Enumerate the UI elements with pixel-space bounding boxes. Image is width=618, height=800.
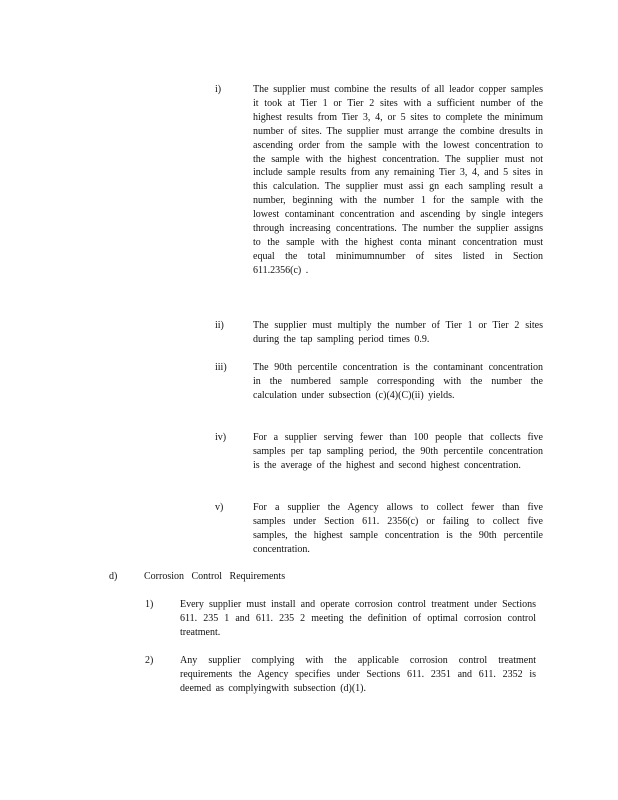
- item-text: For a supplier the Agency allows to collect fewer than five samples under Section 611. 2356(c) or failing to collect five samples, the highest sample concentration is the 90th percentile concentration.: [253, 502, 543, 555]
- item-text: For a supplier serving fewer than 100 people that collects five samples per tap sampling period, the 90th percentile concentration is the average of the highest and second highest concentration.: [253, 432, 543, 471]
- list-item-i: [215, 83, 545, 305]
- list-item-1: [145, 598, 540, 640]
- list-item-v: [215, 501, 545, 557]
- list-item-2: [145, 654, 540, 696]
- item-marker: 2): [145, 655, 154, 666]
- item-text: Any supplier complying with the applicable corrosion control treatment requirements the Agency specifies under Sections 611. 2351 and 611. 2352 is deemed as complyingwith subsection (d)(1).: [180, 655, 536, 694]
- item-marker: i): [215, 84, 222, 95]
- item-marker: iv): [215, 432, 227, 443]
- item-text: Every supplier must install and operate corrosion control treatment under Sections 611. 235 1 and 611. 235 2 meeting the definition of optimal corrosion control treatment.: [180, 599, 536, 638]
- subsection-d: [109, 570, 409, 584]
- subsection-marker: d): [109, 571, 118, 582]
- item-text: The supplier must combine the results of all leador copper samples it took at Tier 1 or Tier 2 sites with a sufficient number of the highest results from Tier 3, 4, or 5 sites to complete the minimum number of sites. The supplier must arrange the combine dresults in ascending order from the sample with the lowest concentration to the sample with the highest concentration. The supplier must not include sample results from any remaining Tier 3, 4, and 5 sites in this calculation. The supplier must assi gn each sampling result a number, beginning with the number 1 for the sample with the lowest contaminant concentration and ascending by single integers through increasing concentrations. The number the supplier assigns to the sample with the highest conta minant concentration must equal the total minimumnumber of sites listed in Section 611.2356(c) .: [253, 84, 543, 276]
- item-text: The 90th percentile concentration is the contaminant concentration in the numbered sample corresponding with the number the calculation under subsection (c)(4)(C)(ii) yields.: [253, 362, 543, 401]
- item-marker: ii): [215, 320, 224, 331]
- item-text: The supplier must multiply the number of Tier 1 or Tier 2 sites during the tap sampling period times 0.9.: [253, 320, 543, 345]
- list-item-ii: [215, 319, 545, 347]
- item-marker: 1): [145, 599, 154, 610]
- list-item-iii: [215, 361, 545, 417]
- item-marker: iii): [215, 362, 227, 373]
- subsection-heading: Corrosion Control Requirements: [144, 571, 286, 582]
- item-marker: v): [215, 502, 224, 513]
- list-item-iv: [215, 431, 545, 487]
